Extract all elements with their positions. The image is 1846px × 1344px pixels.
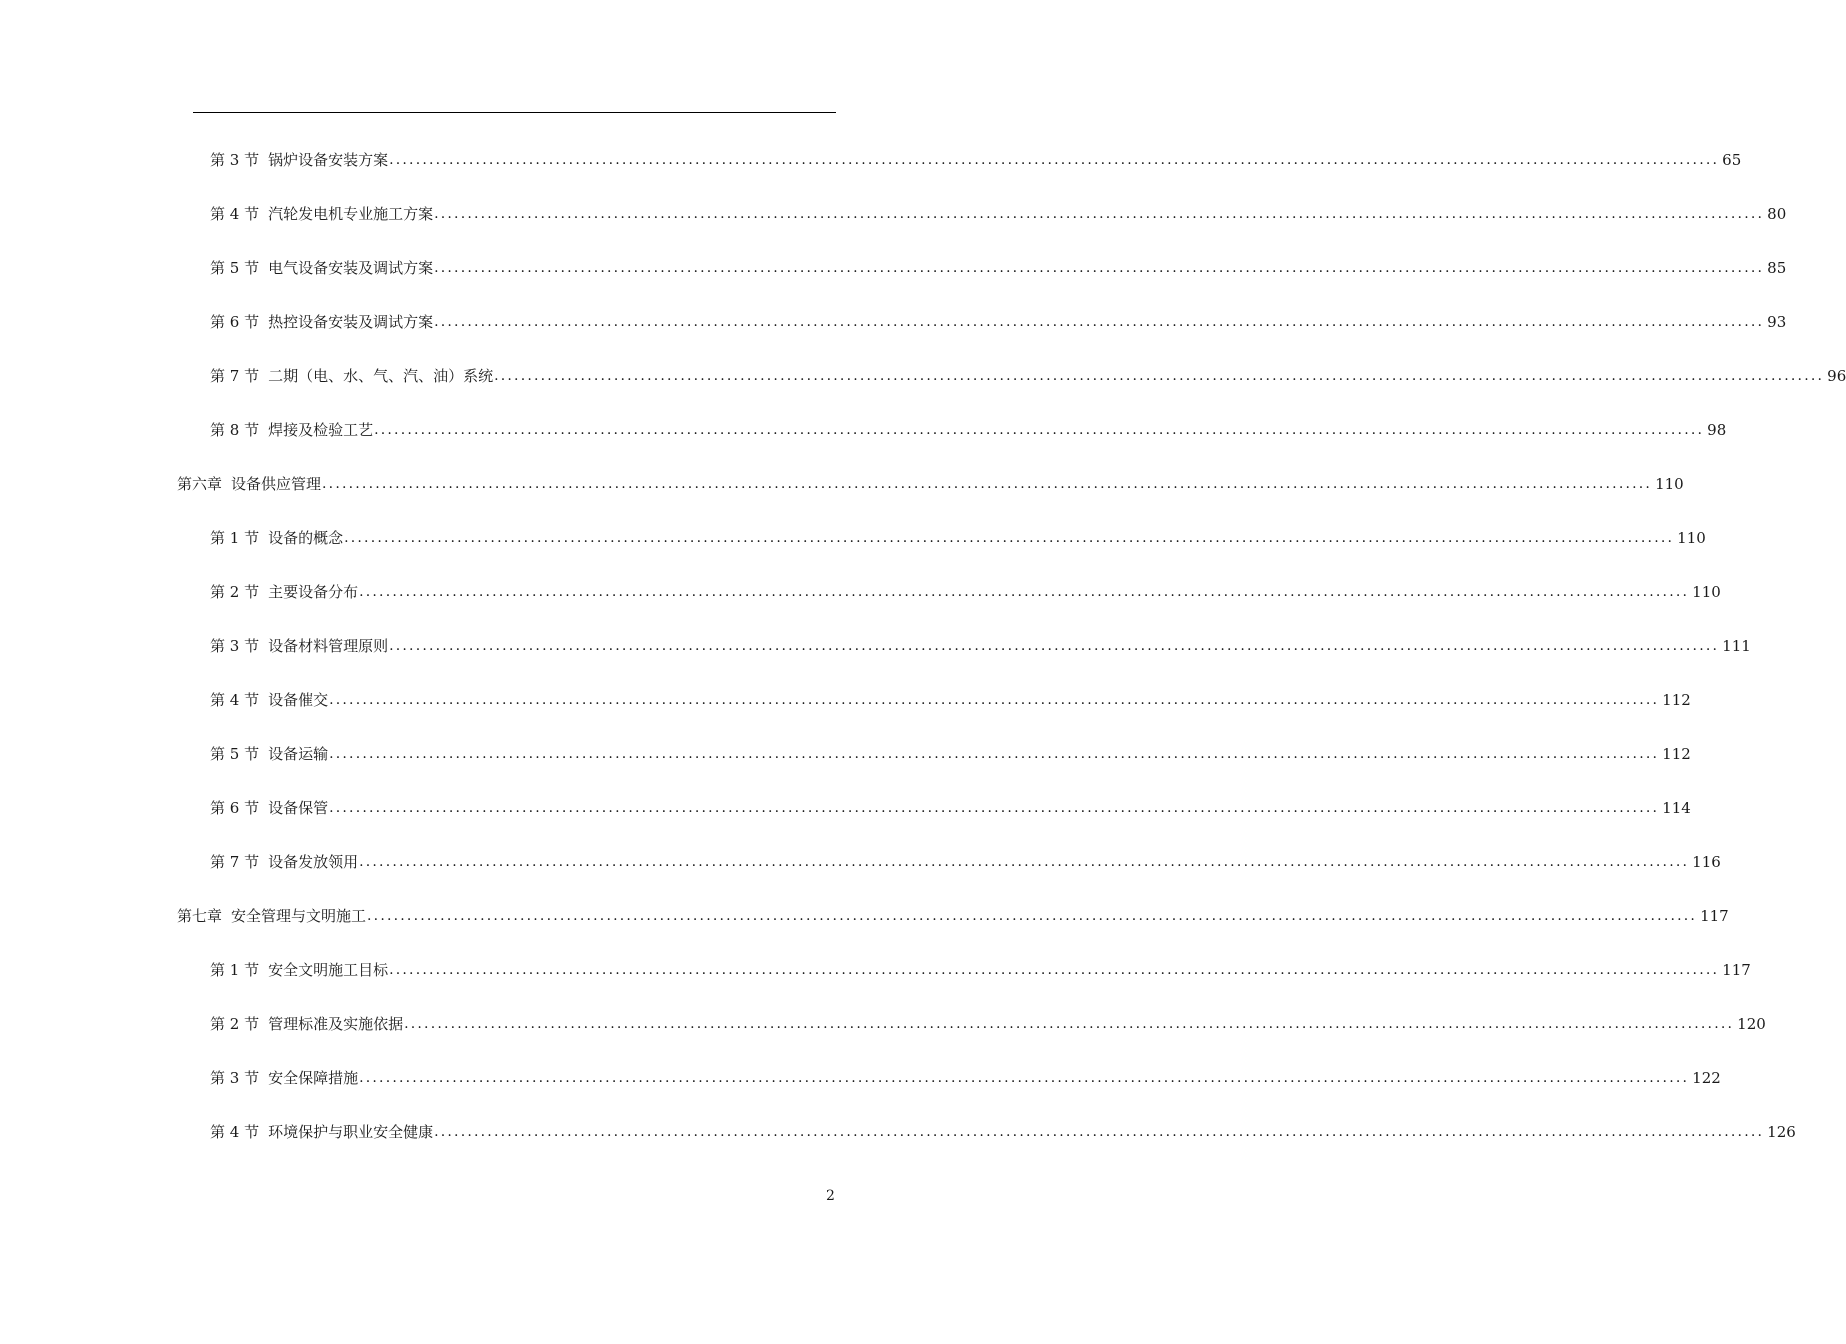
toc-entry[interactable] <box>210 632 1751 656</box>
toc-entry-number: 第 6 节 <box>210 313 260 331</box>
toc-leader-dots: ........................................................................................................................................................................................................ <box>494 368 1825 384</box>
toc-entry-page: 110 <box>1692 583 1721 601</box>
toc-entry-number: 第 3 节 <box>210 637 260 655</box>
toc-entry-title: 主要设备分布 <box>268 583 359 601</box>
toc-leader-dots: ........................................................................................................................................................................................................ <box>434 206 1765 222</box>
toc-entry-number: 第 7 节 <box>210 853 260 871</box>
toc-entry[interactable] <box>210 416 1727 440</box>
toc-entry[interactable] <box>210 740 1691 764</box>
toc-entry-page: 93 <box>1767 313 1787 331</box>
toc-entry[interactable] <box>210 956 1751 980</box>
toc-entry-title: 设备催交 <box>268 691 329 709</box>
toc-leader-dots: ........................................................................................................................................................................................................ <box>359 584 1690 600</box>
toc-leader-dots: ........................................................................................................................................................................................................ <box>322 476 1653 492</box>
toc-entry-title: 设备保管 <box>268 799 329 817</box>
toc-entry[interactable] <box>210 254 1787 278</box>
toc-leader-dots: ........................................................................................................................................................................................................ <box>434 314 1765 330</box>
toc-entry-page: 111 <box>1722 637 1751 655</box>
toc-entry-page: 120 <box>1737 1015 1766 1033</box>
toc-leader-dots: ........................................................................................................................................................................................................ <box>329 692 1660 708</box>
toc-entry[interactable] <box>210 146 1742 170</box>
toc-entry-page: 126 <box>1767 1123 1796 1141</box>
toc-entry-title: 安全保障措施 <box>268 1069 359 1087</box>
toc-entry-title: 设备供应管理 <box>231 475 322 493</box>
toc-entry-title: 电气设备安装及调试方案 <box>268 259 434 277</box>
toc-entry[interactable] <box>210 848 1721 872</box>
toc-entry-page: 80 <box>1767 205 1787 223</box>
toc-entry-page: 112 <box>1662 745 1691 763</box>
toc-entry-page: 85 <box>1767 259 1787 277</box>
toc-entry-page: 112 <box>1662 691 1691 709</box>
toc-entry[interactable] <box>210 200 1787 224</box>
toc-entry-number: 第 8 节 <box>210 421 260 439</box>
toc-entry-title: 二期（电、水、气、汽、油）系统 <box>268 367 494 385</box>
toc-entry[interactable] <box>210 1010 1766 1034</box>
toc-leader-dots: ........................................................................................................................................................................................................ <box>389 152 1720 168</box>
toc-chapter-entry[interactable] <box>177 902 1729 926</box>
toc-leader-dots: ........................................................................................................................................................................................................ <box>359 1070 1690 1086</box>
toc-entry[interactable] <box>210 362 1846 386</box>
toc-entry-page: 98 <box>1707 421 1727 439</box>
toc-leader-dots: ........................................................................................................................................................................................................ <box>344 530 1675 546</box>
toc-entry-page: 116 <box>1692 853 1721 871</box>
toc-entry-page: 117 <box>1722 961 1751 979</box>
toc-entry[interactable] <box>210 524 1706 548</box>
toc-entry-title: 设备的概念 <box>268 529 344 547</box>
toc-leader-dots: ........................................................................................................................................................................................................ <box>389 638 1720 654</box>
toc-entry-number: 第六章 <box>177 475 223 493</box>
toc-entry-title: 安全管理与文明施工 <box>231 907 367 925</box>
toc-entry-number: 第 3 节 <box>210 1069 260 1087</box>
toc-entry-title: 锅炉设备安装方案 <box>268 151 389 169</box>
toc-entry-number: 第 4 节 <box>210 205 260 223</box>
toc-entry-title: 环境保护与职业安全健康 <box>268 1123 434 1141</box>
toc-entry-title: 管理标准及实施依据 <box>268 1015 404 1033</box>
toc-entry-number: 第 6 节 <box>210 799 260 817</box>
toc-entry-title: 热控设备安装及调试方案 <box>268 313 434 331</box>
toc-leader-dots: ........................................................................................................................................................................................................ <box>404 1016 1735 1032</box>
toc-entry-page: 122 <box>1692 1069 1721 1087</box>
toc-entry-number: 第 1 节 <box>210 961 260 979</box>
toc-entry[interactable] <box>210 308 1787 332</box>
toc-chapter-entry[interactable] <box>177 470 1684 494</box>
toc-entry-page: 114 <box>1662 799 1691 817</box>
toc-entry-number: 第 7 节 <box>210 367 260 385</box>
toc-leader-dots: ........................................................................................................................................................................................................ <box>329 746 1660 762</box>
toc-entry-number: 第七章 <box>177 907 223 925</box>
toc-leader-dots: ........................................................................................................................................................................................................ <box>434 260 1765 276</box>
toc-entry[interactable] <box>210 1064 1721 1088</box>
page-number: 2 <box>826 1188 835 1204</box>
toc-entry-page: 117 <box>1700 907 1729 925</box>
toc-leader-dots: ........................................................................................................................................................................................................ <box>434 1124 1765 1140</box>
toc-entry[interactable] <box>210 1118 1796 1142</box>
toc-entry-page: 96 <box>1827 367 1846 385</box>
header-rule <box>193 112 836 113</box>
toc-leader-dots: ........................................................................................................................................................................................................ <box>389 962 1720 978</box>
toc-entry-title: 设备材料管理原则 <box>268 637 389 655</box>
toc-entry-title: 安全文明施工目标 <box>268 961 389 979</box>
toc-leader-dots: ........................................................................................................................................................................................................ <box>367 908 1698 924</box>
toc-leader-dots: ........................................................................................................................................................................................................ <box>329 800 1660 816</box>
toc-entry-page: 110 <box>1655 475 1684 493</box>
toc-leader-dots: ........................................................................................................................................................................................................ <box>374 422 1705 438</box>
toc-entry-number: 第 2 节 <box>210 1015 260 1033</box>
toc-entry-number: 第 5 节 <box>210 745 260 763</box>
toc-entry-page: 65 <box>1722 151 1742 169</box>
toc-entry-number: 第 4 节 <box>210 1123 260 1141</box>
toc-entry-number: 第 4 节 <box>210 691 260 709</box>
toc-entry[interactable] <box>210 794 1691 818</box>
toc-entry-page: 110 <box>1677 529 1706 547</box>
toc-entry[interactable] <box>210 686 1691 710</box>
toc-entry-title: 设备发放领用 <box>268 853 359 871</box>
toc-leader-dots: ........................................................................................................................................................................................................ <box>359 854 1690 870</box>
toc-entry-title: 汽轮发电机专业施工方案 <box>268 205 434 223</box>
toc-entry-number: 第 1 节 <box>210 529 260 547</box>
toc-entry-number: 第 2 节 <box>210 583 260 601</box>
toc-entry-title: 设备运输 <box>268 745 329 763</box>
toc-entry-number: 第 5 节 <box>210 259 260 277</box>
toc-entry-title: 焊接及检验工艺 <box>268 421 374 439</box>
toc-entry[interactable] <box>210 578 1721 602</box>
toc-entry-number: 第 3 节 <box>210 151 260 169</box>
